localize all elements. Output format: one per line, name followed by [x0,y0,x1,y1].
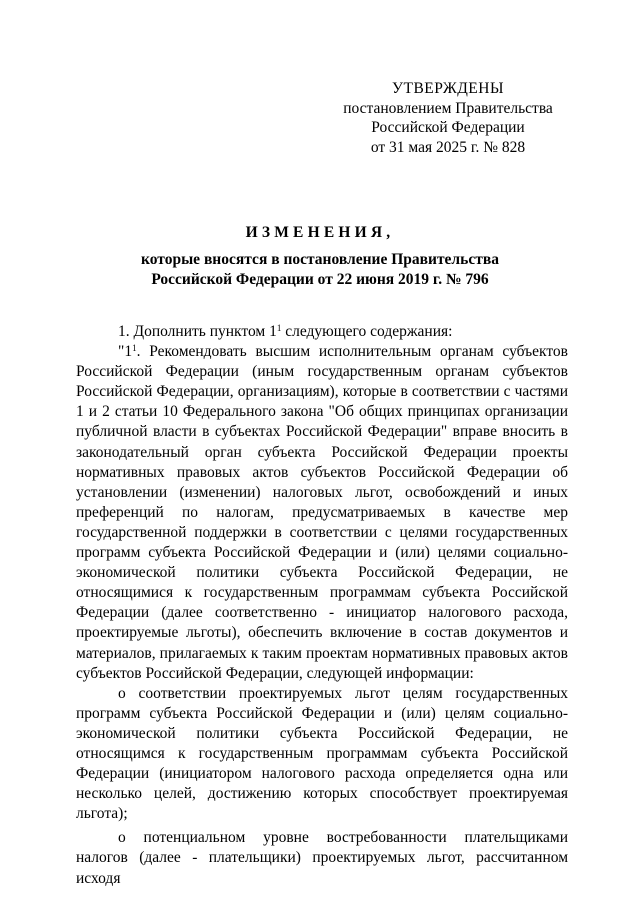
paragraph-text: . Рекомендовать высшим исполнительным органам субъектов Российской Федерации (иным государственным органам субъектов Российской Федерации, организациям), которые в соответствии с частями 1 и 2 статьи 10 Федерального закона "Об общих принципах организации публичной власти в субъектах Российской Федерации" вправе вносить в законодательный орган субъекта Российской Федерации проекты нормативных правовых актов субъектов Российской Федерации об установлении (изменении) налоговых льгот, освобождений и иных преференций по налогам, предусматриваемых в качестве мер государственной поддержки в соответствии с целями государственных программ субъекта Российской Федерации и (или) целями социально-экономической политики субъекта Российской Федерации, не относящимися к государственным программам субъекта Российской Федерации (далее соответственно - инициатор налогового расхода, проектируемые льготы), обеспечить включение в состав документов и материалов, прилагаемых к таким проектам нормативных правовых актов субъектов Российской Федерации, следующей информации: [76,343,568,682]
paragraph [76,322,568,342]
approval-stamp [326,79,570,157]
approval-date: от 31 мая 2025 г. № 828 [370,138,526,156]
paragraph: о потенциальном уровне востребованности плательщиками налогов (далее - плательщики) проектируемых льгот, рассчитанном исходя [76,829,568,887]
paragraph: о соответствии проектируемых льгот целям государственных программ субъекта Российской Федерации и (или) целям социально-экономической политики субъекта Российской Федерации, не относящимся к государственным программам субъекта Российской Федерации (инициатором налогового расхода определяется одна или несколько целей, достижению которых способствует проектируемая льгота); [76,684,568,823]
document-subtitle [70,250,570,290]
paragraph-text: следующего содержания: [281,323,453,340]
superscript: 1 [276,323,282,333]
subtitle-line: Российской Федерации от 22 июня 2019 г. № 796 [151,271,489,288]
approval-line: Российской Федерации [371,119,525,136]
paragraph-text: 1. Дополнить пунктом 1 [118,323,277,340]
paragraph [76,342,568,684]
document-body [76,322,568,889]
approval-line: постановлением Правительства [343,99,553,117]
approval-title: УТВЕРЖДЕНЫ [392,80,504,97]
subtitle-line: которые вносятся в постановление Правительства [141,251,499,268]
paragraph-text: "1 [118,343,133,361]
superscript: 1 [132,343,137,354]
document-title: ИЗМЕНЕНИЯ, [245,224,395,241]
